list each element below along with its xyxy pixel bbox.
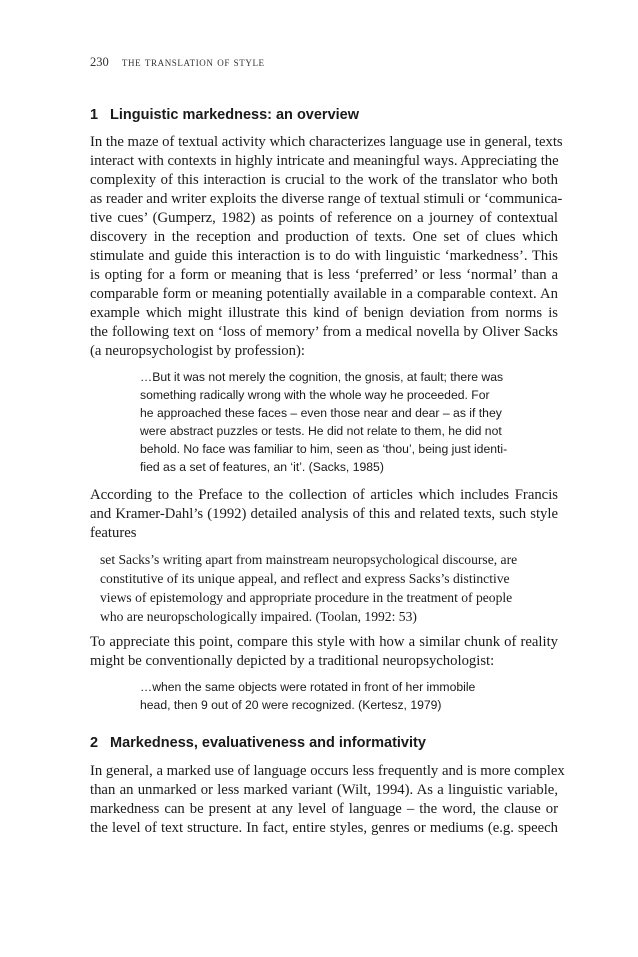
indented-quote-line: behold. No face was familiar to him, seen as ‘thou’, being just identi- (140, 442, 508, 456)
section-title: Linguistic markedness: an overview (110, 107, 360, 123)
paragraph-line: complexity of this interaction is crucial to the work of the translator who both (90, 172, 558, 188)
page-number: 230 (90, 55, 109, 69)
section-heading-1 (90, 107, 359, 123)
indented-quote-line: head, then 9 out of 20 were recognized. (Kertesz, 1979) (140, 698, 442, 712)
block-quote-line: views of epistemology and appropriate procedure in the treatment of people (100, 590, 513, 605)
running-head (90, 55, 265, 70)
indented-quote-line: fied as a set of features, an ‘it’. (Sacks, 1985) (140, 460, 384, 474)
paragraph-line: is opting for a form or meaning that is less ‘preferred’ or less ‘normal’ than a (90, 267, 558, 283)
indented-quote-line: …But it was not merely the cognition, the gnosis, at fault; there was (140, 370, 504, 384)
indented-quote-line: were abstract puzzles or tests. He did not relate to them, he did not (140, 424, 502, 438)
paragraph-line: and Kramer-Dahl’s (1992) detailed analysis of this and related texts, such style (90, 506, 558, 522)
paragraph-line: In the maze of textual activity which characterizes language use in general, texts (90, 134, 563, 150)
paragraph-line: In general, a marked use of language occurs less frequently and is more complex (90, 763, 565, 779)
paragraph-line: the level of text structure. In fact, entire styles, genres or mediums (e.g. speech (90, 820, 558, 836)
section-number: 2 (90, 735, 99, 751)
paragraph-line: To appreciate this point, compare this style with how a similar chunk of reality (90, 634, 558, 650)
running-title: the translation of style (121, 55, 265, 69)
indented-quote-line: …when the same objects were rotated in front of her immobile (140, 680, 476, 694)
paragraph-line: than an unmarked or less marked variant (Wilt, 1994). As a linguistic variable, (90, 782, 558, 798)
paragraph-line: the following text on ‘loss of memory’ from a medical novella by Oliver Sacks (90, 324, 558, 340)
indented-quote-line: something radically wrong with the whole way he proceeded. For (140, 388, 490, 402)
indented-quote-line: he approached these faces – even those near and dear – as if they (140, 406, 502, 420)
paragraph-line: example which might illustrate this kind of benign deviation from norms is (90, 305, 558, 321)
paragraph-line: (a neuropsychologist by profession): (90, 343, 305, 359)
block-quote-line: who are neuropschologically impaired. (Toolan, 1992: 53) (100, 609, 417, 624)
paragraph-line: markedness can be present at any level of language – the word, the clause or (90, 801, 558, 817)
paragraph-line: tive cues’ (Gumperz, 1982) as points of reference on a journey of contextual (90, 210, 558, 226)
section-number: 1 (90, 107, 99, 123)
block-quote-line: constitutive of its unique appeal, and reflect and express Sacks’s distinctive (100, 571, 510, 586)
paragraph-line: According to the Preface to the collection of articles which includes Francis (90, 487, 558, 503)
section-heading-2 (90, 735, 426, 751)
paragraph-line: might be conventionally depicted by a traditional neuropsychologist: (90, 653, 495, 669)
block-quote-line: set Sacks’s writing apart from mainstream neuropsychological discourse, are (100, 552, 518, 567)
paragraph-line: interact with contexts in highly intricate and meaningful ways. Appreciating the (90, 153, 559, 169)
paragraph-line: as reader and writer exploits the diverse range of textual stimuli or ‘communica- (90, 191, 563, 207)
paragraph-line: comparable form or meaning potentially available in a comparable context. An (90, 286, 558, 302)
paragraph-line: features (90, 525, 137, 541)
paragraph-line: discovery in the reception and production of texts. One set of clues which (90, 229, 558, 245)
section-title: Markedness, evaluativeness and informativity (110, 735, 426, 751)
paragraph-line: stimulate and guide this interaction is to do with linguistic ‘markedness’. This (90, 248, 558, 264)
